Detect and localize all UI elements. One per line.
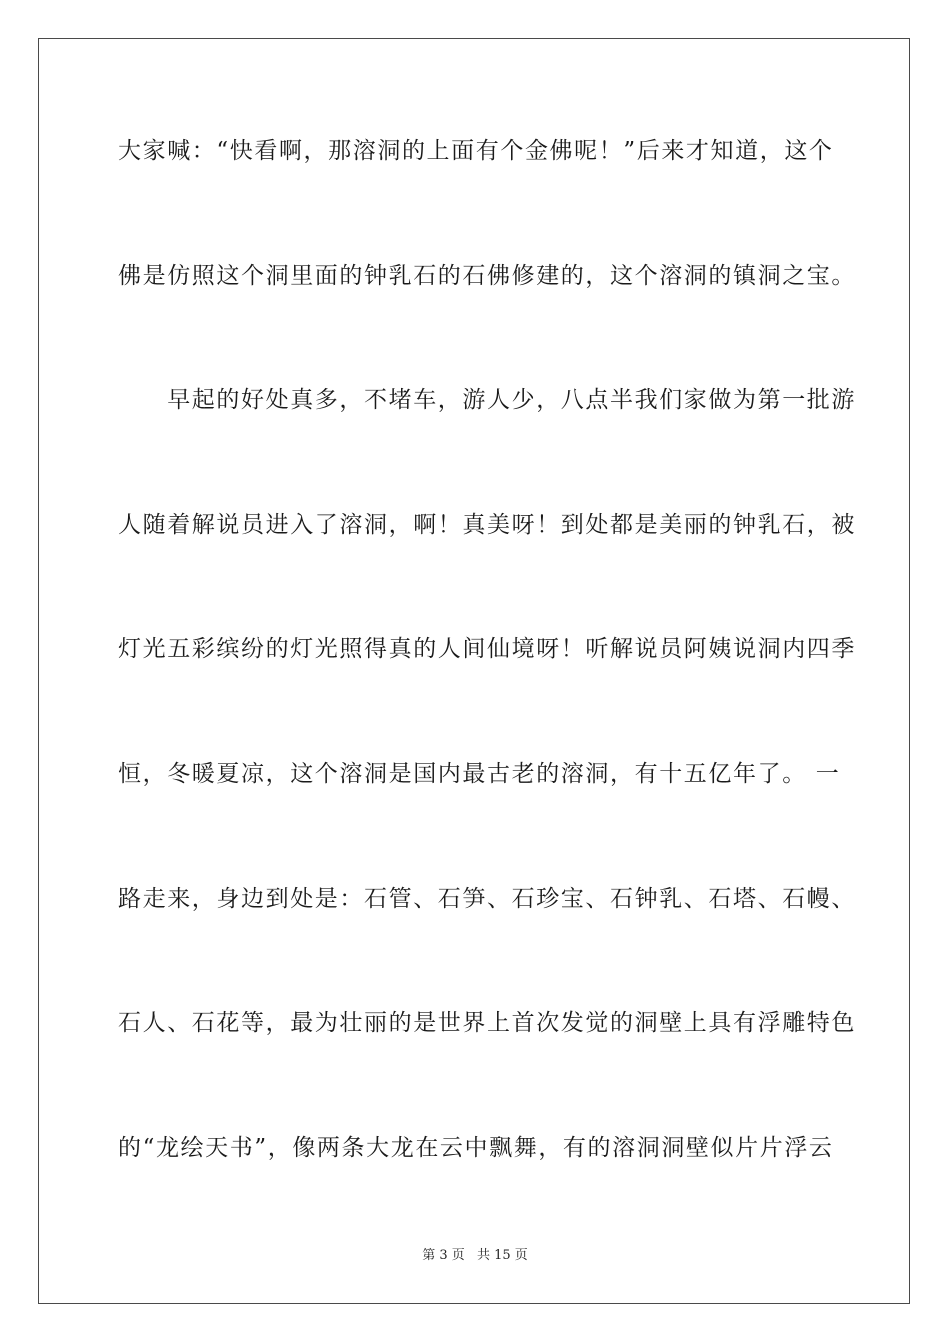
body-text-line-3: 早起的好处真多，不堵车，游人少，八点半我们家做为第一批游	[118, 387, 856, 413]
page-footer	[0, 1248, 950, 1264]
body-text-line-4: 人随着解说员进入了溶洞，啊！真美呀！到处都是美丽的钟乳石，被	[118, 512, 856, 538]
body-text-line-7: 路走来，身边到处是：石管、石笋、石珍宝、石钟乳、石塔、石幔、	[118, 886, 856, 912]
body-text-line-9: 的“龙绘天书”，像两条大龙在云中飘舞，有的溶洞洞壁似片片浮云	[118, 1135, 834, 1161]
page-total: 共 15 页	[476, 1248, 528, 1263]
body-text-line-1: 大家喊：“快看啊，那溶洞的上面有个金佛呢！”后来才知道，这个	[118, 138, 834, 164]
body-text-line-2: 佛是仿照这个洞里面的钟乳石的石佛修建的，这个溶洞的镇洞之宝。	[118, 263, 856, 289]
body-text-line-8: 石人、石花等，最为壮丽的是世界上首次发觉的洞壁上具有浮雕特色	[118, 1010, 856, 1036]
body-text-line-5: 灯光五彩缤纷的灯光照得真的人间仙境呀！听解说员阿姨说洞内四季	[118, 636, 856, 662]
page-border	[38, 38, 910, 1304]
page-number: 第 3 页	[422, 1248, 465, 1263]
body-text-line-6: 恒，冬暖夏凉，这个溶洞是国内最古老的溶洞，有十五亿年了。 一	[118, 761, 841, 787]
